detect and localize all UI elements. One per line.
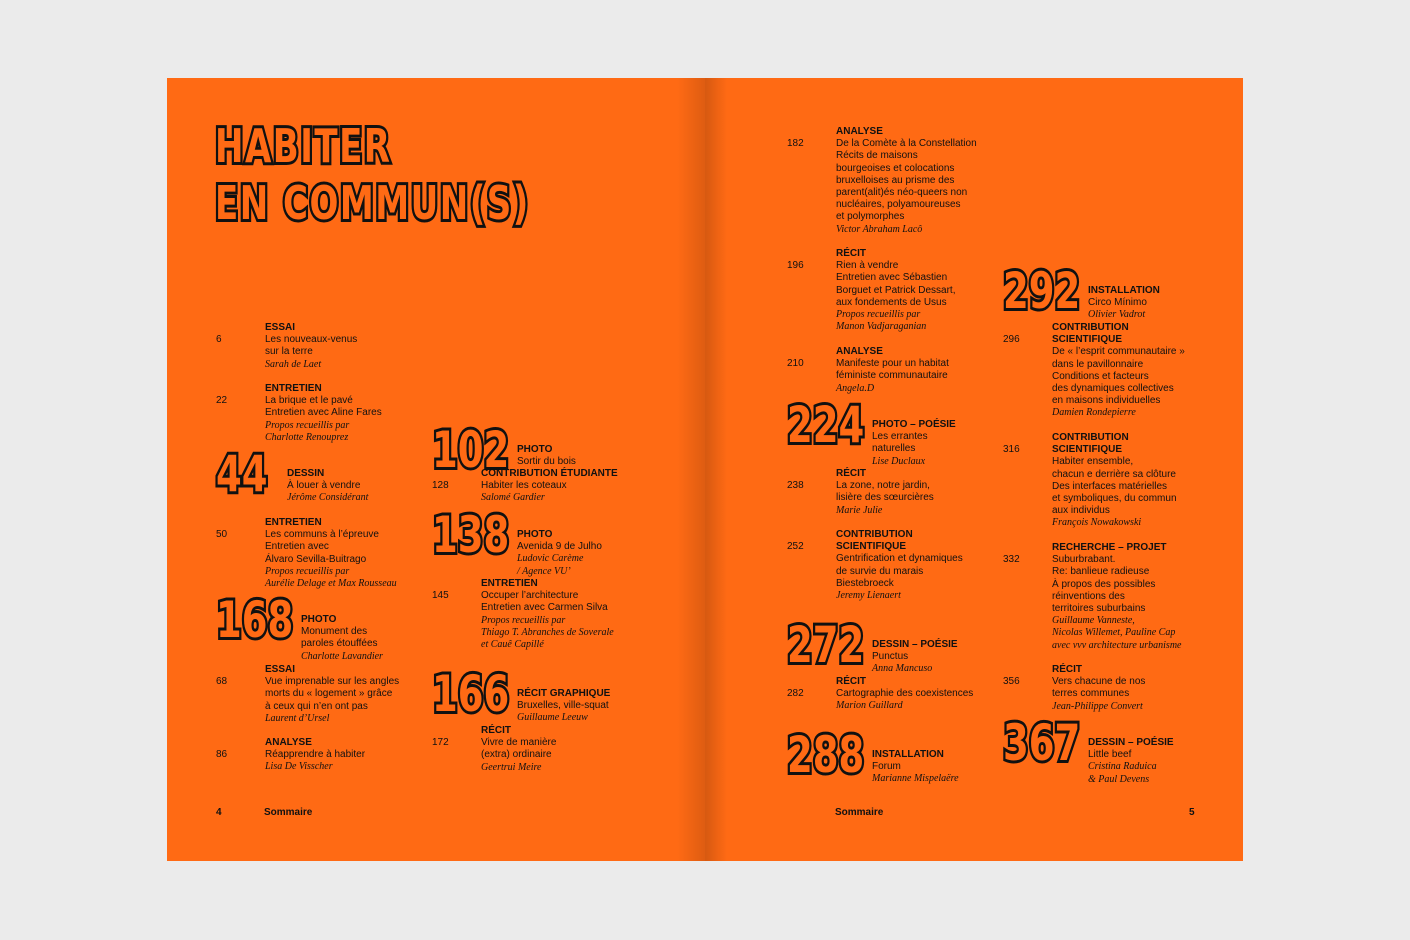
toc-title-line: morts du « logement » grâce [265,688,393,700]
toc-category: CONTRIBUTION [836,529,913,540]
toc-large-page-number: 168 [216,591,294,649]
toc-title-line: bruxelloises au prisme des [836,174,955,186]
toc-title-line: Monument des [301,626,368,638]
toc-category: CONTRIBUTION [1052,322,1129,333]
toc-title-line: féministe communautaire [836,370,948,382]
toc-title-line: Manifeste pour un habitat [836,358,949,370]
toc-author: Victor Abraham Lacô [836,223,923,235]
toc-entry-body [872,749,959,786]
toc-category: ANALYSE [836,346,883,357]
toc-category: CONTRIBUTION [1052,432,1129,443]
toc-title-line: De « l’esprit communautaire » [1052,346,1185,358]
toc-category: RÉCIT [836,676,866,687]
toc-author: Sarah de Laet [265,358,322,370]
toc-large-page-number: 292 [1003,262,1081,320]
toc-entry-body [1088,737,1174,786]
right-page [705,78,1243,861]
toc-category: DESSIN [287,468,325,479]
toc-category: ENTRETIEN [265,383,322,394]
toc-entry-body [836,346,949,395]
toc-author: Geertrui Meire [481,761,542,773]
toc-title-line: Cartographie des coexistences [836,688,974,700]
toc-title-line: À propos des possibles [1052,578,1156,590]
toc-author: Marie Julie [836,504,883,516]
toc-category: INSTALLATION [1088,285,1160,296]
toc-author: & Paul Devens [1088,773,1150,785]
toc-large-page-number: 138 [432,506,510,564]
title-line-1: HABITER [215,119,392,173]
toc-large-page-number: 288 [787,726,865,784]
toc-author: Manon Vadjaraganian [836,321,927,333]
toc-author: Damien Rondepierre [1052,407,1136,419]
toc-page-number: 210 [787,358,804,369]
toc-page-number: 316 [1003,444,1020,455]
toc-page-number: 86 [216,749,228,760]
page-title [215,118,530,232]
toc-large-page-number: 367 [1003,714,1081,772]
toc-title-line: Habiter les coteaux [481,480,567,492]
toc-author: Propos recueillis par [265,419,350,431]
toc-category: ENTRETIEN [265,517,322,528]
toc-author: Jeremy Lienaert [836,590,901,602]
toc-author: Lisa De Visscher [265,761,333,773]
toc-category: DESSIN – POÉSIE [1088,737,1174,748]
toc-author: François Nowakowski [1052,517,1142,529]
toc-entry-body [1052,542,1181,652]
toc-entry-body [836,248,956,333]
toc-category: ESSAI [265,322,296,333]
toc-title-line: Biestebroeck [836,577,894,589]
toc-author: Anna Mancuso [872,663,933,675]
toc-entry-body [287,468,368,505]
toc-author: Propos recueillis par [836,309,921,321]
toc-title-line: lisière des sœurcières [836,492,934,504]
toc-entry-body [481,725,556,774]
toc-entry-body [836,676,973,713]
toc-author: et Cauê Capillé [481,639,544,651]
right-page-number: 5 [1189,807,1195,818]
toc-title-line: Réapprendre à habiter [265,749,366,761]
toc-author: Jérôme Considérant [287,492,369,504]
toc-entry-body [265,517,397,590]
gutter-shadow [677,78,705,861]
toc-large-page-number: 224 [787,396,865,454]
toc-title-line: Punctus [872,651,909,663]
toc-page-number: 238 [787,480,804,491]
toc-category: ANALYSE [265,737,312,748]
toc-category: RECHERCHE – PROJET [1052,542,1167,553]
toc-title-line: nucléaires, polyamoureuses [836,199,961,211]
toc-entry-body [265,383,382,444]
toc-title-line: en maisons individuelles [1052,395,1161,407]
right-footer-label: Sommaire [835,807,884,818]
toc-category: CONTRIBUTION ÉTUDIANTE [481,468,618,479]
toc-category: DESSIN – POÉSIE [872,639,958,650]
toc-author: Marion Guillard [836,700,903,712]
toc-author: Lise Duclaux [872,455,926,467]
toc-category: PHOTO [517,529,553,540]
toc-entry-body [1052,432,1177,530]
toc-title-line: paroles étouffées [301,638,378,650]
toc-author: Olivier Vadrot [1088,309,1146,321]
toc-title-line: Les communs à l’épreuve [265,529,379,541]
toc-author: Guillaume Vanneste, [1052,615,1135,627]
toc-title-line: des dynamiques collectives [1052,383,1174,395]
toc-author: Charlotte Lavandier [301,650,383,662]
toc-page-number: 128 [432,480,449,491]
left-page [167,78,705,861]
toc-author: Aurélie Delage et Max Rousseau [265,578,397,590]
toc-entry-body [836,126,977,236]
toc-title-line: Rien à vendre [836,260,899,272]
toc-page-number: 356 [1003,676,1020,687]
toc-title-line: réinventions des [1052,590,1125,602]
toc-category: RÉCIT GRAPHIQUE [517,688,611,699]
toc-title-line: et symboliques, du commun [1052,493,1177,505]
toc-title-line: bourgeoises et colocations [836,162,955,174]
left-page-number: 4 [216,807,222,818]
toc-page-number: 50 [216,529,228,540]
toc-title-line: sur la terre [265,346,313,358]
left-footer-label: Sommaire [264,807,313,818]
toc-title-line: Gentrification et dynamiques [836,553,963,565]
toc-title-line: à ceux qui n’en ont pas [265,700,368,712]
toc-title-line: Les nouveaux-venus [265,334,358,346]
toc-title-line: Avenida 9 de Julho [517,541,602,553]
toc-author: Ludovic Carème [517,553,584,565]
toc-entry-body [265,322,357,371]
toc-title-line: naturelles [872,443,916,455]
toc-large-page-number: 272 [787,616,865,674]
title-line-2: EN COMMUN(S) [215,176,530,230]
toc-title-line: Borguet et Patrick Dessart, [836,284,956,296]
toc-author: Charlotte Renouprez [265,431,349,443]
toc-large-page-number: 166 [432,665,510,723]
toc-entry-body [1052,664,1145,713]
toc-page-number: 252 [787,541,804,552]
toc-category: ANALYSE [836,126,883,137]
toc-large-page-number: 44 [216,445,268,503]
toc-author: Thiago T. Abranches de Soverale [481,626,614,638]
toc-page-number: 68 [216,676,228,687]
toc-title-line: Re: banlieue radieuse [1052,566,1150,578]
toc-category: RÉCIT [836,468,866,479]
toc-author: Propos recueillis par [481,614,566,626]
toc-entry-body [836,468,934,517]
toc-author: Propos recueillis par [265,565,350,577]
toc-category: SCIENTIFIQUE [836,541,907,553]
toc-category: PHOTO [301,614,337,625]
toc-title-line: Vue imprenable sur les angles [265,676,400,688]
toc-page-number: 6 [216,334,222,345]
toc-title-line: terres communes [1052,688,1130,700]
toc-title-line: de survie du marais [836,565,924,577]
toc-title-line: Álvaro Sevilla-Buitrago [265,553,367,565]
toc-title-line: chacun e derrière sa clôture [1052,468,1176,480]
toc-title-line: Circo Mínimo [1088,297,1147,309]
toc-title-line: Conditions et facteurs [1052,370,1149,382]
toc-page-number: 145 [432,590,449,601]
toc-author: Guillaume Leeuw [517,712,588,724]
toc-entry-body [301,614,383,663]
toc-author: Cristina Raduica [1088,761,1157,773]
toc-page-number: 22 [216,395,228,406]
toc-title-line: Little beef [1088,749,1132,761]
toc-title-line: aux individus [1052,505,1110,517]
toc-title-line: Les errantes [872,431,928,443]
toc-title-line: aux fondements de Usus [836,296,947,308]
toc-title-line: La brique et le pavé [265,395,353,407]
toc-page-number: 182 [787,138,804,149]
toc-category: RÉCIT [481,725,511,736]
toc-title-line: Entretien avec Sébastien [836,272,948,284]
toc-author: Nicolas Willemet, Pauline Cap [1052,627,1176,639]
toc-entry-body [265,737,365,774]
toc-author: avec vvv architecture urbanisme [1052,639,1182,651]
toc-title-line: dans le pavillonnaire [1052,358,1144,370]
toc-category: INSTALLATION [872,749,944,760]
toc-title-line: De la Comète à la Constellation [836,138,977,150]
toc-page-number: 296 [1003,334,1020,345]
toc-entry-body [1088,285,1160,322]
toc-title-line: Bruxelles, ville-squat [517,700,609,712]
toc-entry-body [872,419,956,468]
toc-title-line: territoires suburbains [1052,603,1146,615]
toc-title-line: Entretien avec [265,541,329,553]
toc-title-line: Forum [872,761,901,773]
toc-title-line: Suburbrabant. [1052,554,1116,566]
toc-author: Salomé Gardier [481,492,545,504]
toc-title-line: La zone, notre jardin, [836,480,930,492]
toc-page-number: 172 [432,737,449,748]
toc-entry-body [265,664,399,725]
toc-category: SCIENTIFIQUE [1052,334,1123,346]
toc-author: / Agence VU’ [517,565,571,577]
toc-title-line: Sortir du bois [517,456,576,468]
toc-title-line: Vivre de manière [481,737,557,749]
toc-page-number: 282 [787,688,804,699]
toc-author: Angela.D [836,382,875,394]
toc-large-page-number: 102 [432,421,510,479]
toc-page-number: 196 [787,260,804,271]
toc-entry-body [836,529,963,602]
toc-category: SCIENTIFIQUE [1052,444,1123,456]
toc-title-line: et polymorphes [836,211,905,223]
toc-entry-body [481,578,614,651]
toc-entry-body [517,688,610,725]
toc-category: PHOTO – POÉSIE [872,419,956,430]
toc-category: RÉCIT [836,248,866,259]
toc-author: Marianne Mispelaëre [872,773,959,785]
toc-entry-body [517,444,576,468]
toc-author: Jean-Philippe Convert [1052,700,1143,712]
gutter-shadow [705,78,727,861]
toc-category: ENTRETIEN [481,578,538,589]
toc-author: Laurent d’Ursel [265,712,330,724]
toc-category: PHOTO [517,444,553,455]
toc-title-line: Vers chacune de nos [1052,676,1146,688]
toc-entry-body [872,639,958,676]
toc-title-line: Habiter ensemble, [1052,456,1134,468]
toc-title-line: Entretien avec Carmen Silva [481,602,608,614]
toc-entry-body [517,529,602,578]
toc-page-number: 332 [1003,554,1020,565]
toc-title-line: Des interfaces matérielles [1052,480,1168,492]
toc-entry-body [481,468,618,505]
toc-title-line: parent(alit)és néo-queers non [836,187,968,199]
toc-title-line: À louer à vendre [287,480,361,492]
toc-title-line: Récits de maisons [836,150,918,162]
toc-title-line: Occuper l’architecture [481,590,579,602]
toc-category: RÉCIT [1052,664,1082,675]
toc-category: ESSAI [265,664,296,675]
toc-title-line: Entretien avec Aline Fares [265,407,382,419]
toc-entry-body [1052,322,1185,420]
toc-title-line: (extra) ordinaire [481,749,552,761]
